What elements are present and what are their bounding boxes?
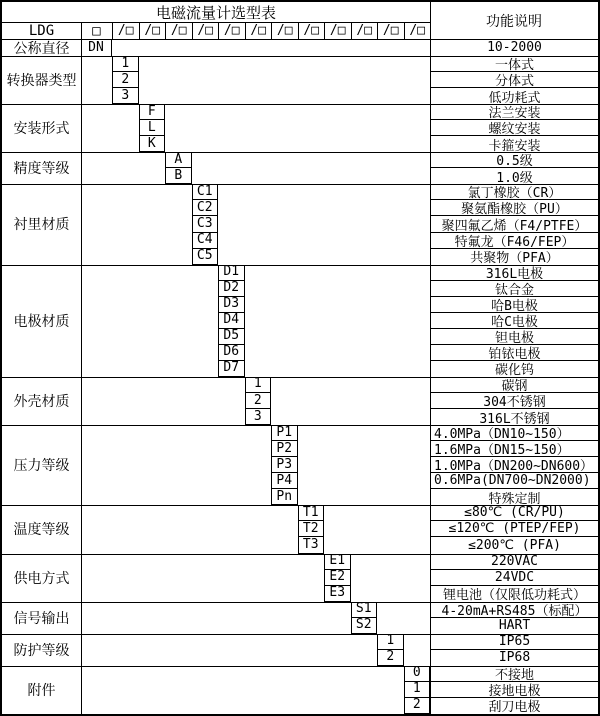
function-desc-cell: 特氟龙（F46/FEP） [431,233,598,249]
function-desc-cell: 碳化钨 [494,363,534,377]
code-cell-protection-class-1: 1 [377,634,404,650]
function-desc-cell: 1.0级 [496,170,533,185]
code-cell-electrode-material-D2: D2 [218,281,245,297]
code-cell-signal-output-S1: S1 [351,602,378,618]
function-desc-cell: ≤80℃ (CR/PU) [431,505,598,521]
function-desc-cell: 分体式 [431,72,598,88]
code-cell-temperature-class-T1: T1 [298,505,325,521]
table-title: 电磁流量计选型表 [155,3,276,22]
code-cell-power-supply-E2: E2 [324,570,351,586]
model-code-slot: /□ [139,22,166,39]
code-cell-electrode-material-D7: D7 [218,361,245,377]
group-label-converter-type: 转换器类型 [6,73,77,90]
function-desc-cell: HART [498,618,531,634]
model-code-slot: /□ [165,22,192,39]
function-desc-cell: ≤120℃ (PTEP/FEP) [431,521,598,537]
code-cell-accessories-2: 2 [404,698,431,714]
function-desc-cell: 钛合金 [431,281,598,297]
group-label-lining-material: 衬里材质 [13,217,70,234]
function-desc-cell: 316L电极 [431,265,598,281]
model-code-slot: /□ [245,22,272,39]
function-desc-cell: 聚氨酯橡胶（PU） [431,200,598,216]
function-desc-cell: 4.0MPa（DN10~150） [431,425,598,441]
function-desc-cell: 钽电极 [431,329,598,345]
group-label-temperature-class: 温度等级 [13,522,70,539]
function-desc-cell: 刮刀电极 [488,700,541,714]
code-cell-lining-material-C5: C5 [192,249,219,265]
code-cell-accuracy-class-A: A [165,152,192,168]
code-cell-installation-type-K: K [139,136,166,152]
function-desc-cell: 接地电极 [431,682,598,698]
code-cell-lining-material-C4: C4 [192,233,219,249]
group-label-electrode-material: 电极材质 [13,313,70,330]
code-cell-electrode-material-D5: D5 [218,329,245,345]
group-label-nominal-diameter: 公称直径 [13,40,70,56]
code-cell-electrode-material-D6: D6 [218,345,245,361]
function-desc-cell: 0.6MPa(DN700~DN2000) [431,473,598,489]
model-code-slot: /□ [271,22,298,39]
code-cell-power-supply-E3: E3 [324,586,351,602]
code-cell-housing-material-2: 2 [245,393,272,409]
function-desc-cell: 共聚物（PFA） [470,251,559,265]
function-desc-cell: 锂电池（仅限低功耗式） [442,588,586,602]
code-cell-lining-material-C3: C3 [192,216,219,232]
code-cell-temperature-class-T2: T2 [298,521,325,537]
function-desc-cell: 24VDC [431,570,598,586]
function-desc-cell: 304不锈钢 [431,393,598,409]
code-cell-electrode-material-D3: D3 [218,297,245,313]
code-cell-accessories-1: 1 [404,682,431,698]
function-desc-cell: 一体式 [431,56,598,72]
code-cell-accessories-0: 0 [404,666,431,682]
group-label-power-supply: 供电方式 [13,570,70,587]
model-prefix-cell: LDG [28,22,55,39]
model-code-slot: /□ [324,22,351,39]
model-code-box: □ [92,22,101,39]
function-desc-cell: 0.5级 [431,152,598,168]
group-label-accessories: 附件 [27,682,56,699]
model-code-slot: /□ [377,22,404,39]
group-label-installation-type: 安装形式 [13,121,70,138]
group-label-housing-material: 外壳材质 [13,394,70,411]
code-cell-housing-material-3: 3 [245,409,272,425]
code-cell-electrode-material-D1: D1 [218,265,245,281]
function-desc-cell: 氯丁橡胶（CR） [431,184,598,200]
function-desc-cell: IP65 [431,634,598,650]
code-cell-signal-output-S2: S2 [351,618,378,634]
function-desc-cell: 特殊定制 [488,491,541,506]
code-cell-power-supply-E1: E1 [324,554,351,570]
code-cell-protection-class-2: 2 [377,650,404,666]
function-header: 功能说明 [486,13,542,30]
model-code-slot: /□ [112,22,139,39]
function-desc-cell: 低功耗式 [488,90,541,105]
code-cell-lining-material-C2: C2 [192,200,219,216]
function-desc-cell: 螺纹安装 [431,120,598,136]
code-cell-converter-type-3: 3 [112,88,139,104]
function-desc-cell: 220VAC [431,554,598,570]
code-cell-nominal-diameter-DN: DN [81,39,112,56]
code-cell-pressure-class-Pn: Pn [271,489,298,505]
function-desc-cell: 卡箍安装 [488,138,541,153]
function-desc-cell: 4-20mA+RS485（标配） [431,602,598,618]
code-cell-lining-material-C1: C1 [192,184,219,200]
function-desc-cell: 碳钢 [431,377,598,393]
code-cell-temperature-class-T3: T3 [298,537,325,553]
function-desc-cell: 1.6MPa（DN15~150） [431,441,598,457]
group-label-signal-output: 信号输出 [13,610,70,627]
function-desc-cell: 不接地 [431,666,598,682]
model-code-slot: /□ [192,22,219,39]
code-cell-converter-type-2: 2 [112,72,139,88]
code-cell-pressure-class-P2: P2 [271,441,298,457]
group-label-protection-class: 防护等级 [13,642,70,659]
model-code-slot: /□ [404,22,431,39]
function-desc-cell: 316L不锈钢 [479,411,550,426]
model-code-slot: /□ [351,22,378,39]
code-cell-installation-type-F: F [139,104,166,120]
function-desc-cell: 1.0MPa（DN200~DN600） [431,457,598,473]
function-desc-cell: 10-2000 [487,40,542,55]
code-cell-installation-type-L: L [139,120,166,136]
function-desc-cell: IP68 [498,650,531,666]
code-cell-electrode-material-D4: D4 [218,313,245,329]
function-desc-cell: 哈B电极 [431,297,598,313]
function-desc-cell: ≤200℃ (PFA) [468,537,561,553]
model-code-slot: /□ [298,22,325,39]
code-cell-converter-type-1: 1 [112,56,139,72]
code-cell-pressure-class-P3: P3 [271,457,298,473]
function-desc-cell: 哈C电极 [431,313,598,329]
code-cell-housing-material-1: 1 [245,377,272,393]
grid-line [81,22,82,714]
group-label-pressure-class: 压力等级 [13,458,70,475]
model-code-slot: /□ [218,22,245,39]
function-desc-cell: 聚四氟乙烯（F4/PTFE） [431,216,598,232]
code-cell-pressure-class-P1: P1 [271,425,298,441]
function-desc-cell: 铂铱电极 [431,345,598,361]
code-cell-pressure-class-P4: P4 [271,473,298,489]
code-cell-accuracy-class-B: B [165,168,192,184]
group-label-accuracy-class: 精度等级 [13,161,70,178]
function-desc-cell: 法兰安装 [431,104,598,120]
